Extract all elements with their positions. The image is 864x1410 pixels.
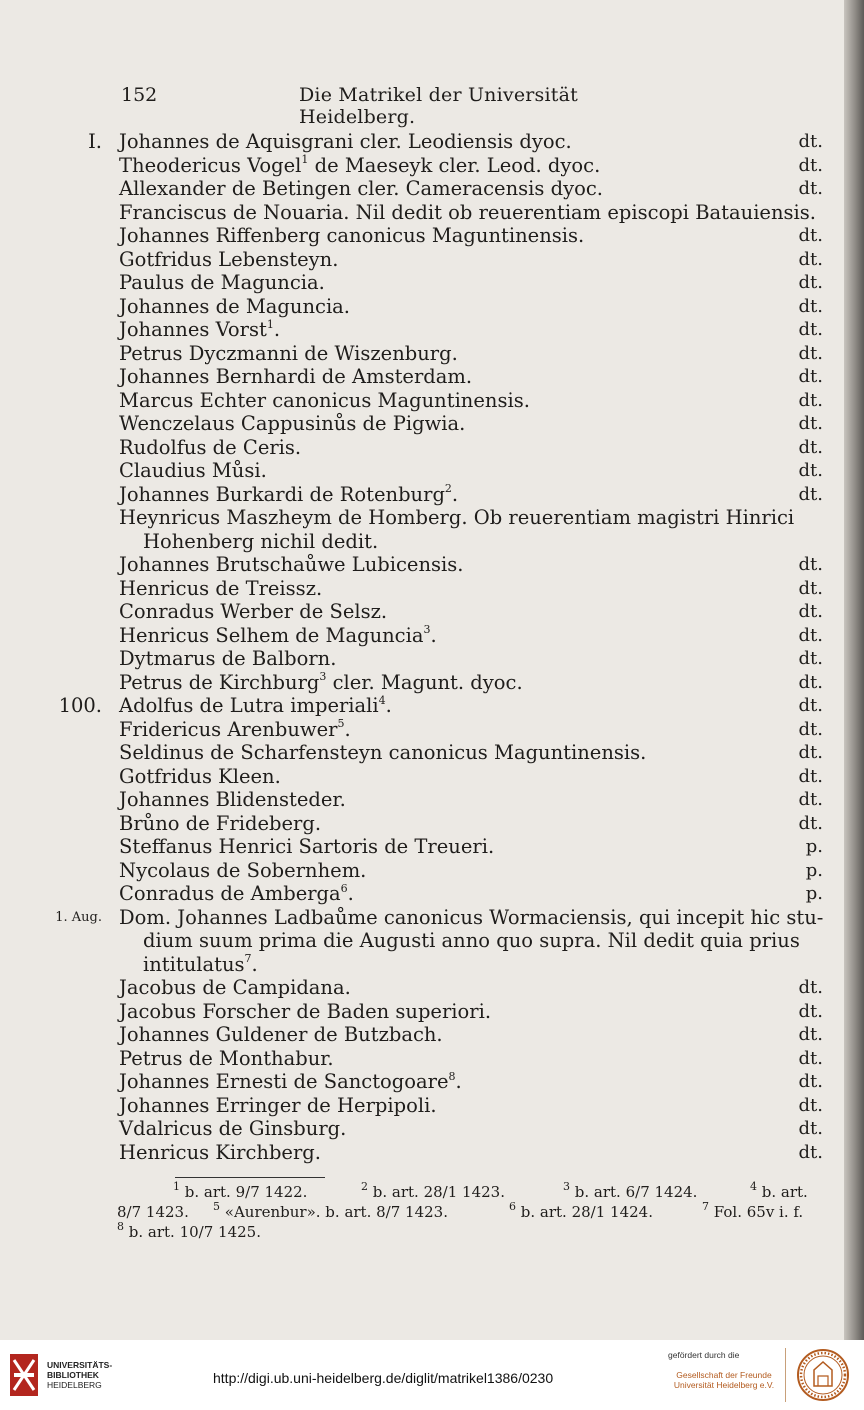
entry-name: Johannes Burkardi de Rotenburg	[119, 482, 445, 506]
entry-name: Henricus de Treissz.	[119, 576, 323, 600]
footnote-number: 2	[361, 1180, 368, 1193]
footnote-text: b. art. 10/7 1425.	[128, 1223, 261, 1241]
entry-row	[0, 436, 844, 460]
payment-mark: dt.	[798, 1071, 823, 1092]
payment-mark: dt.	[798, 295, 823, 317]
footnote	[361, 1182, 505, 1202]
footnote-text: b. art.	[761, 1183, 808, 1201]
entry-row	[0, 647, 844, 671]
entry-text	[119, 1141, 321, 1165]
footnote-text: b. art. 6/7 1424.	[574, 1183, 698, 1201]
footnote	[750, 1182, 808, 1202]
entry-name: Gotfridus Lebensteyn.	[119, 247, 339, 271]
entry-name: Johannes Erringer de Herpipoli.	[119, 1093, 437, 1117]
payment-mark: dt.	[798, 178, 823, 199]
entry-row	[0, 224, 844, 248]
footnote-ref: 6	[340, 881, 348, 895]
footnote-number: 1	[173, 1180, 180, 1193]
payment-mark: dt.	[798, 131, 823, 152]
entry-text	[119, 1000, 491, 1024]
payment-mark: dt.	[798, 460, 823, 481]
entry-text	[119, 248, 338, 272]
footnote-text: Fol. 65v i. f.	[713, 1203, 804, 1221]
payment-mark: dt.	[798, 648, 823, 669]
footnote-number: 7	[702, 1200, 709, 1213]
entry-name: Nycolaus de Sobernhem.	[119, 858, 367, 882]
entry-text	[119, 412, 465, 436]
payment-mark: dt.	[798, 272, 823, 293]
digitization-footer	[0, 1340, 864, 1410]
footnote-number: 3	[563, 1180, 570, 1193]
entry-row	[0, 718, 844, 742]
entry-name: Claudius Můsi.	[119, 459, 267, 482]
entry-text	[119, 1094, 437, 1118]
entry-name: Rudolfus de Ceris.	[119, 435, 302, 459]
footnote-divider	[175, 1177, 325, 1178]
entry-name: Hohenberg nichil dedit.	[143, 529, 379, 553]
entry-text	[119, 553, 463, 577]
entry-suffix: cler. Magunt. dyoc.	[326, 670, 523, 694]
payment-mark: dt.	[798, 225, 823, 246]
entry-text	[143, 953, 258, 977]
entry-suffix: .	[344, 717, 351, 741]
page-title: Die Matrikel der Universität Heidelberg.	[299, 84, 578, 128]
entry-text	[119, 765, 281, 789]
entry-name: Petrus Dyczmanni de Wiszenburg.	[119, 341, 458, 365]
entry-text	[119, 624, 437, 648]
entry-name: Johannes Guldener de Butzbach.	[119, 1023, 443, 1046]
entry-name: Johannes de Maguncia.	[119, 294, 351, 318]
payment-mark: dt.	[798, 1000, 823, 1022]
entry-name: Paulus de Maguncia.	[119, 271, 325, 294]
payment-mark: dt.	[798, 342, 823, 364]
footnote	[173, 1182, 307, 1202]
footnote-text: 8/7 1423.	[117, 1203, 189, 1221]
payment-mark: dt.	[798, 389, 823, 411]
footnote-ref: 3	[319, 670, 327, 683]
entry-row	[0, 271, 844, 295]
page-edge-shadow	[844, 0, 864, 1340]
entry-text	[143, 530, 378, 554]
entry-row	[0, 1070, 844, 1094]
entry-text	[119, 647, 336, 671]
library-name-line-2: BIBLIOTHEK	[47, 1370, 99, 1380]
entry-name: Dytmarus de Balborn.	[119, 647, 337, 670]
footnote-ref: 1	[266, 317, 274, 331]
entry-text	[119, 718, 351, 742]
footnote-text: «Aurenbur». b. art. 8/7 1423.	[224, 1203, 448, 1221]
margin-note: I.	[88, 130, 102, 153]
entry-text	[119, 483, 458, 507]
entry-row	[0, 177, 844, 201]
entry-name: Marcus Echter canonicus Maguntinensis.	[119, 388, 530, 412]
entry-text	[119, 1117, 346, 1141]
entry-row	[0, 342, 844, 366]
footnote-number: 5	[213, 1200, 220, 1213]
entry-row	[0, 600, 844, 624]
entry-name: Vdalricus de Ginsburg.	[119, 1117, 347, 1140]
entry-row	[0, 1047, 844, 1071]
entry-row	[0, 154, 844, 178]
entry-name: Seldinus de Scharfensteyn canonicus Maguntinensis.	[119, 741, 647, 764]
sponsor-divider	[785, 1348, 786, 1402]
entry-name: Steffanus Henrici Sartoris de Treueri.	[119, 835, 495, 858]
payment-mark: dt.	[798, 1094, 823, 1116]
payment-mark: dt.	[798, 248, 823, 270]
footnote-ref: 3	[423, 623, 431, 636]
entry-row	[0, 412, 844, 436]
footnote-text: b. art. 28/1 1423.	[372, 1183, 505, 1201]
entry-name: Fridericus Arenbuwer	[119, 717, 338, 741]
entry-text	[119, 694, 392, 718]
payment-mark: p.	[805, 836, 823, 857]
entry-text	[119, 201, 816, 225]
footnote-number: 4	[750, 1180, 757, 1193]
entry-text	[119, 577, 322, 601]
payment-mark: dt.	[798, 812, 823, 834]
entry-text	[143, 929, 800, 953]
entry-suffix: .	[385, 694, 392, 717]
entry-name: Petrus de Monthabur.	[119, 1046, 334, 1070]
entry-row	[0, 859, 844, 883]
footnote-ref: 8	[448, 1069, 456, 1083]
entry-text	[119, 1047, 334, 1071]
entry-row	[0, 553, 844, 577]
entry-row	[0, 1000, 844, 1024]
sponsor-line-1: Gesellschaft der Freunde	[676, 1370, 772, 1380]
footnote	[117, 1222, 261, 1242]
entry-row	[0, 201, 844, 225]
entry-row	[0, 1094, 844, 1118]
entry-row	[0, 976, 844, 1000]
entry-row	[0, 835, 844, 859]
entry-row	[0, 624, 844, 648]
payment-mark: dt.	[798, 977, 823, 998]
university-seal-icon	[796, 1348, 850, 1402]
entry-text	[119, 130, 572, 154]
entry-row	[0, 506, 844, 530]
payment-mark: dt.	[798, 1141, 823, 1163]
footnote-ref: 4	[378, 693, 386, 707]
payment-mark: dt.	[798, 742, 823, 763]
entry-row	[0, 577, 844, 601]
footnote	[563, 1182, 697, 1202]
entry-text	[119, 1023, 443, 1047]
entry-name: Theodericus Vogel	[119, 153, 302, 177]
entry-name: Johannes Bernhardi de Amsterdam.	[119, 365, 473, 388]
entry-name: Jacobus de Campidana.	[119, 976, 351, 999]
entry-text	[119, 835, 494, 859]
library-name	[47, 1360, 112, 1390]
entry-suffix: .	[273, 318, 281, 341]
entry-row	[0, 248, 844, 272]
footnote-line-2	[117, 1202, 827, 1222]
entry-name: Johannes Ernesti de Sanctogoare	[119, 1070, 449, 1093]
entry-text	[119, 859, 366, 883]
payment-mark: dt.	[798, 671, 823, 693]
entry-name: Johannes Vorst	[119, 318, 267, 341]
margin-note: 100.	[58, 694, 102, 717]
entry-name: Franciscus de Nouaria. Nil dedit ob reuerentiam episcopi Batauiensis.	[119, 200, 816, 224]
entry-name: Henricus Kirchberg.	[119, 1140, 321, 1164]
footnote	[213, 1202, 448, 1222]
library-logo-icon	[10, 1354, 38, 1396]
entry-row	[0, 389, 844, 413]
entry-name: Petrus de Kirchburg	[119, 670, 320, 694]
payment-mark: dt.	[798, 601, 823, 622]
entry-text	[119, 741, 646, 765]
entry-text	[119, 671, 523, 695]
entry-row	[0, 1023, 844, 1047]
footnote-line-3	[117, 1222, 827, 1242]
entry-text	[119, 389, 530, 413]
footnote	[117, 1202, 189, 1222]
footnote-ref: 5	[337, 717, 345, 730]
payment-mark: dt.	[798, 436, 823, 458]
entry-row	[0, 530, 844, 554]
payment-mark: p.	[805, 859, 823, 881]
entry-name: Jacobus Forscher de Baden superiori.	[119, 999, 492, 1023]
entry-suffix: .	[347, 882, 354, 905]
sponsor-name	[668, 1370, 780, 1390]
entry-text	[119, 436, 301, 460]
entry-text	[119, 882, 354, 906]
matriculation-list	[0, 130, 844, 1164]
entry-name: Johannes Riffenberg canonicus Maguntinensis.	[119, 224, 585, 247]
entry-row	[0, 483, 844, 507]
entry-text	[119, 906, 823, 930]
entry-name: Dom. Johannes Ladbaůme canonicus Wormaciensis, qui incepit hic stu-	[119, 905, 824, 929]
library-name-line-3: HEIDELBERG	[47, 1380, 102, 1390]
payment-mark: dt.	[798, 624, 823, 646]
payment-mark: dt.	[798, 483, 823, 505]
entry-row	[0, 318, 844, 342]
entry-row	[0, 459, 844, 483]
entry-text	[119, 177, 603, 201]
entry-row	[0, 130, 844, 154]
entry-text	[119, 271, 325, 295]
entry-text	[119, 788, 346, 812]
entry-name: Allexander de Betingen cler. Cameracensis dyoc.	[119, 177, 603, 200]
entry-text	[119, 600, 387, 624]
payment-mark: dt.	[798, 577, 823, 599]
payment-mark: dt.	[798, 554, 823, 575]
entry-name: Conradus Werber de Selsz.	[119, 600, 388, 623]
entry-name: dium suum prima die Augusti anno quo supra. Nil dedit quia prius	[143, 929, 800, 952]
entry-row	[0, 953, 844, 977]
entry-row	[0, 694, 844, 718]
entry-row	[0, 812, 844, 836]
footnote-number: 6	[509, 1200, 516, 1213]
payment-mark: dt.	[798, 319, 823, 340]
payment-mark: p.	[805, 883, 823, 904]
entry-row	[0, 788, 844, 812]
entry-row	[0, 295, 844, 319]
payment-mark: dt.	[798, 765, 823, 787]
entry-name: Johannes de Aquisgrani cler. Leodiensis dyoc.	[119, 130, 572, 153]
footnote-ref: 2	[444, 482, 452, 495]
entry-row	[0, 1141, 844, 1165]
footnote-line-1	[117, 1182, 827, 1202]
payment-mark: dt.	[798, 789, 823, 810]
entry-row	[0, 906, 844, 930]
entry-name: Conradus de Amberga	[119, 882, 341, 905]
entry-suffix: .	[251, 952, 258, 976]
entry-name: Heynricus Maszheym de Homberg. Ob reuerentiam magistri Hinrici	[119, 506, 795, 529]
running-head	[121, 84, 661, 128]
entry-name: Johannes Brutschaůwe Lubicensis.	[119, 553, 464, 576]
entry-text	[119, 365, 472, 389]
page-number: 152	[121, 84, 158, 106]
entry-row	[0, 765, 844, 789]
entry-row	[0, 741, 844, 765]
footnote	[509, 1202, 653, 1222]
entry-text	[119, 318, 280, 342]
payment-mark: dt.	[798, 1024, 823, 1045]
entry-suffix: .	[451, 482, 459, 506]
entry-text	[119, 295, 350, 319]
entry-name: Brůno de Frideberg.	[119, 811, 322, 835]
entry-suffix: de Maeseyk cler. Leod. dyoc.	[308, 153, 601, 177]
footnote	[702, 1202, 803, 1222]
entry-name: Adolfus de Lutra imperiali	[119, 694, 379, 717]
margin-note: 1. Aug.	[55, 909, 102, 925]
footnote-ref: 1	[301, 153, 309, 166]
footnote-number: 8	[117, 1220, 124, 1233]
payment-mark: dt.	[798, 413, 823, 434]
entry-name: Henricus Selhem de Maguncia	[119, 623, 424, 647]
permalink-url[interactable]: http://digi.ub.uni-heidelberg.de/diglit/matrikel1386/0230	[213, 1370, 554, 1386]
footnote-ref: 7	[244, 952, 252, 965]
payment-mark: dt.	[798, 718, 823, 740]
entry-row	[0, 929, 844, 953]
entry-text	[119, 154, 600, 178]
entry-name: Wenczelaus Cappusinůs de Pigwia.	[119, 412, 466, 435]
payment-mark: dt.	[798, 154, 823, 176]
entry-text	[119, 459, 267, 483]
footnote-text: b. art. 9/7 1422.	[184, 1183, 308, 1201]
entry-text	[119, 342, 458, 366]
library-name-line-1: UNIVERSITÄTS-	[47, 1360, 113, 1370]
payment-mark: dt.	[798, 1118, 823, 1139]
entry-row	[0, 1117, 844, 1141]
entry-name: intitulatus	[143, 952, 245, 976]
entry-row	[0, 882, 844, 906]
entry-text	[119, 976, 351, 1000]
footnote-text: b. art. 28/1 1424.	[520, 1203, 653, 1221]
entry-suffix: .	[430, 623, 437, 647]
entry-name: Gotfridus Kleen.	[119, 764, 281, 788]
sponsor-label: gefördert durch die	[668, 1350, 740, 1360]
payment-mark: dt.	[798, 366, 823, 387]
entry-row	[0, 671, 844, 695]
entry-suffix: .	[455, 1070, 462, 1093]
entry-row	[0, 365, 844, 389]
sponsor-line-2: Universität Heidelberg e.V.	[673, 1380, 775, 1390]
payment-mark: dt.	[798, 1047, 823, 1069]
entry-text	[119, 506, 794, 530]
entry-text	[119, 812, 321, 836]
entry-name: Johannes Blidensteder.	[119, 788, 346, 811]
footnotes	[117, 1182, 827, 1242]
payment-mark: dt.	[798, 695, 823, 716]
entry-text	[119, 224, 584, 248]
entry-text	[119, 1070, 462, 1094]
